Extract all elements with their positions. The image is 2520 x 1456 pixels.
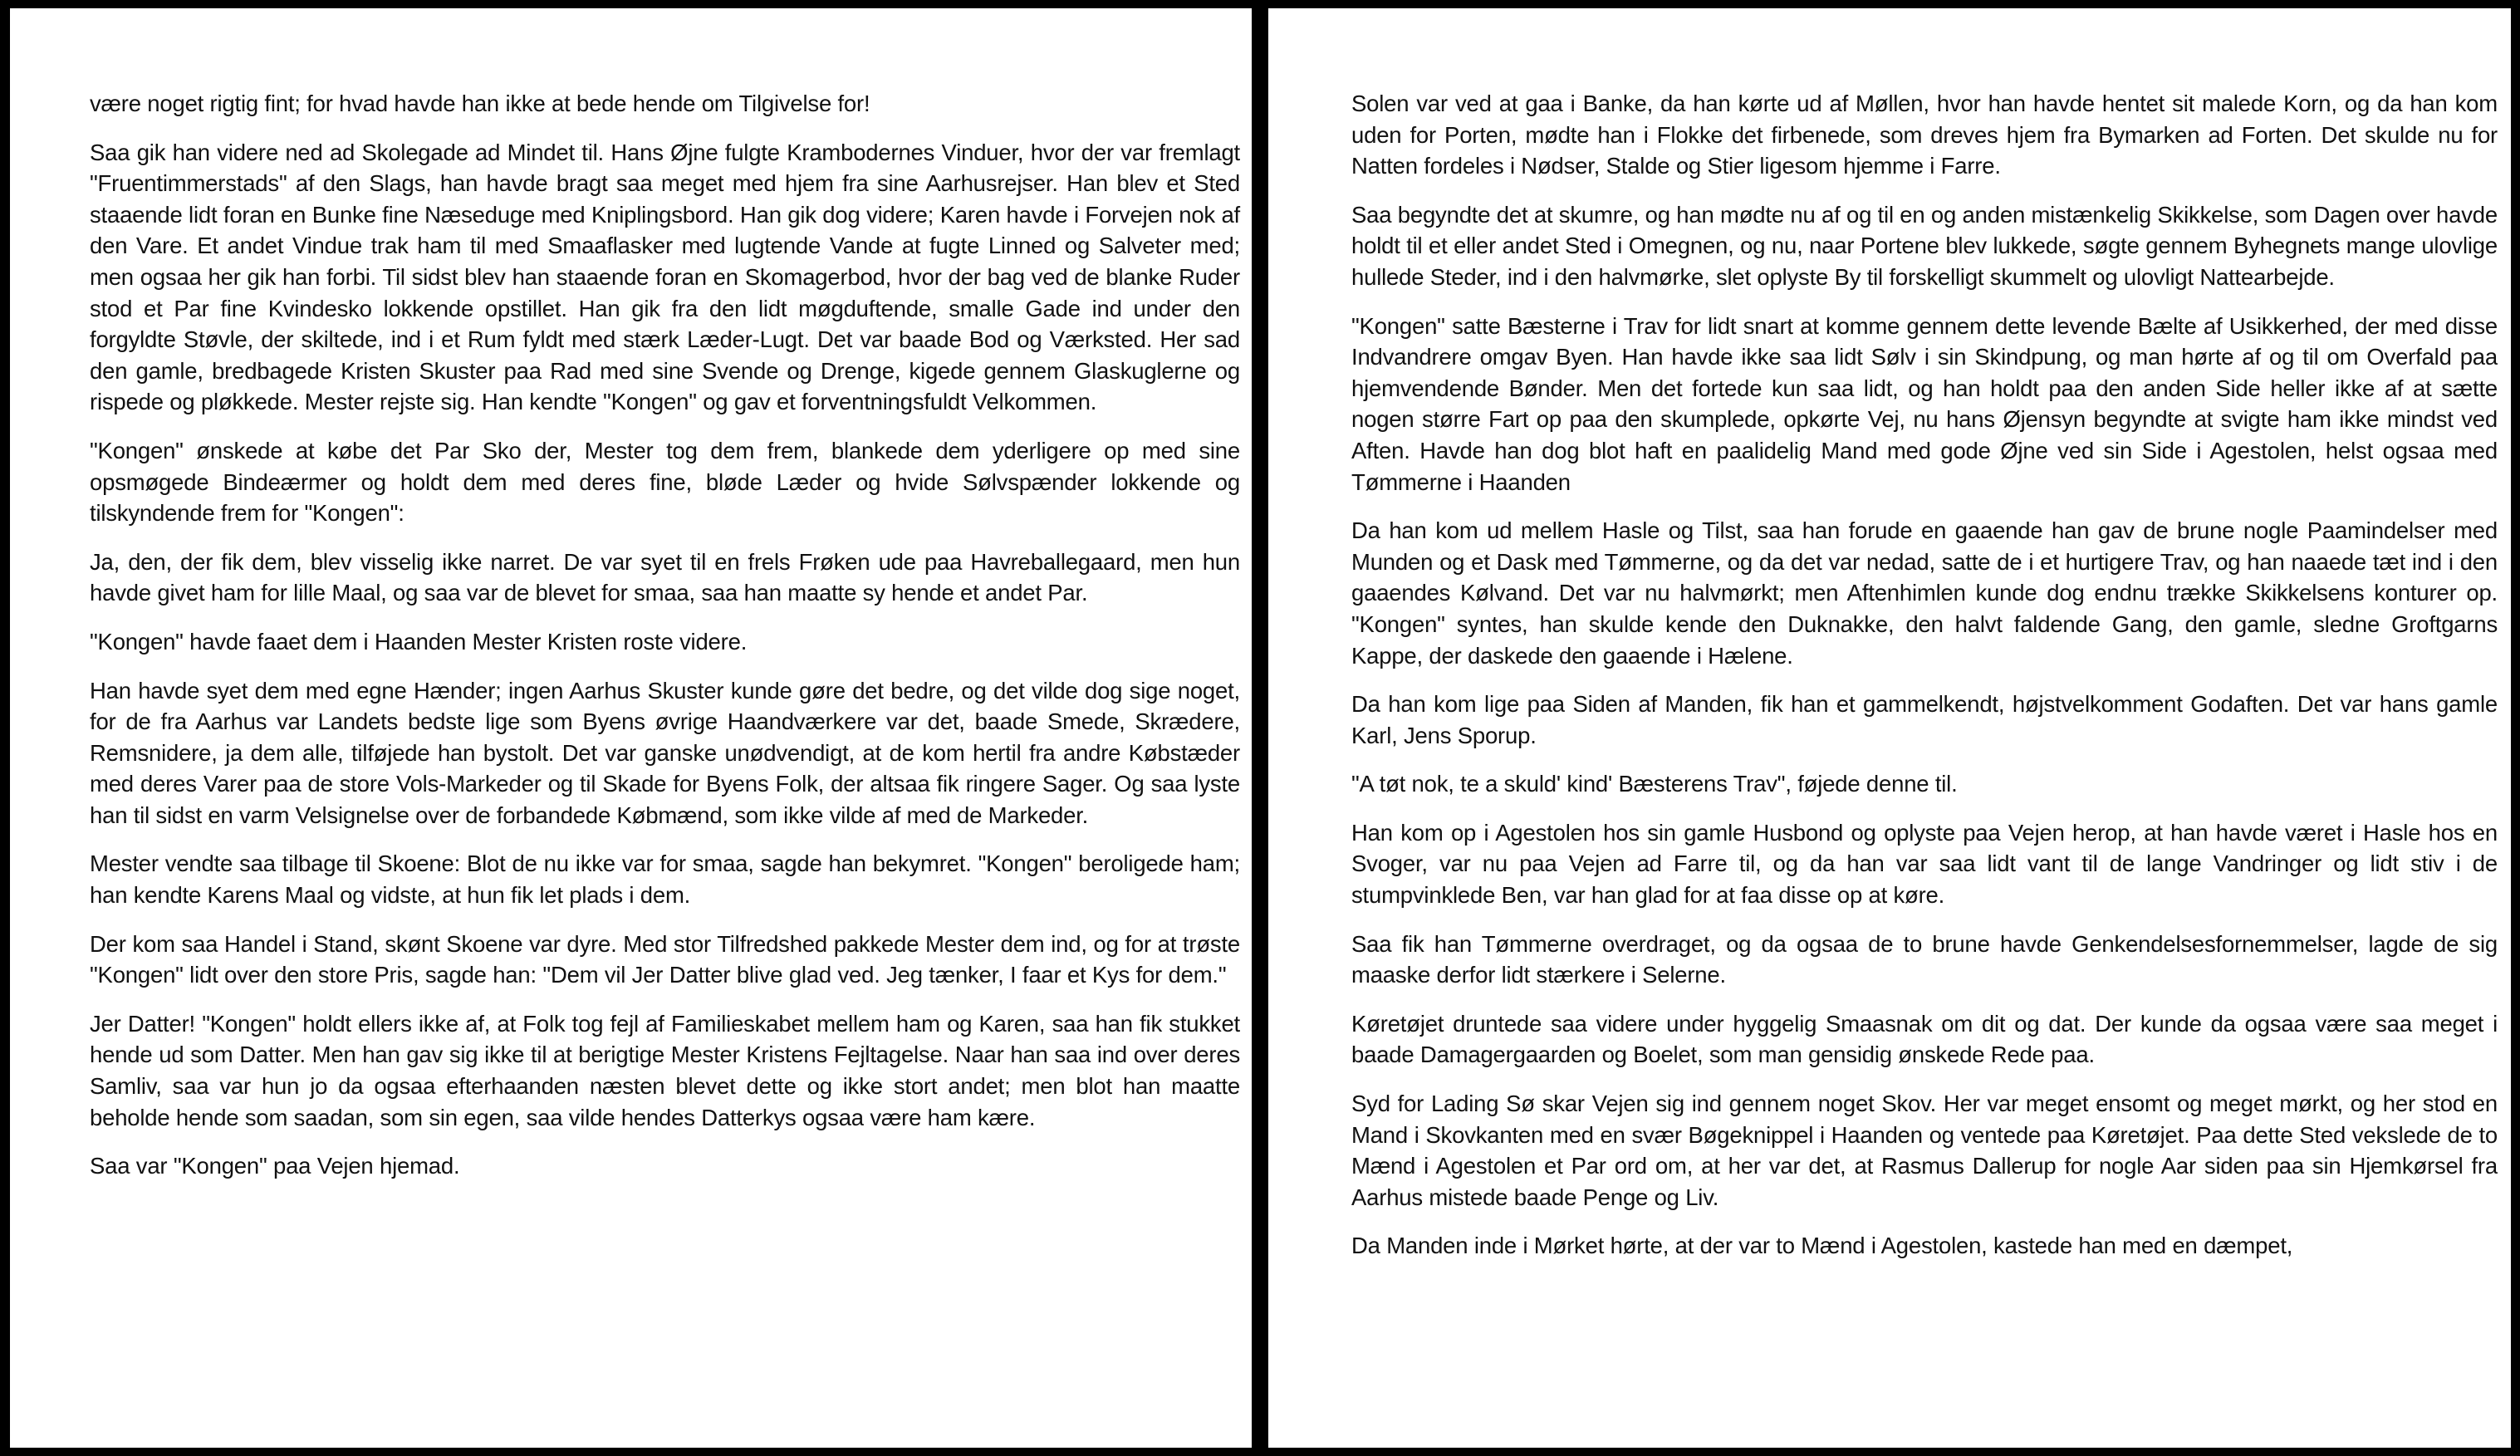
paragraph: være noget rigtig fint; for hvad havde han ikke at bede hende om Tilgivelse for! — [90, 91, 870, 116]
book-page-right — [1268, 8, 2511, 1448]
paragraph: Saa begyndte det at skumre, og han mødte nu af og til en og anden mistænkelig Skikkelse, som Dagen over havde holdt til et eller andet Sted i Omegnen, og nu, naar Portene blev lukkede, søgte gennem Byhegnets mange ulovlige hullede Steder, ind i den halvmørke, slet oplyste By til forskelligt skummelt og ulovligt Nattearbejde. — [1351, 201, 2498, 290]
paragraph: "Kongen" satte Bæsterne i Trav for lidt snart at komme gennem dette levende Bælte af Usikkerhed, der med disse Indvandrere omgav Byen. Han havde ikke saa lidt Sølv i sin Skindpung, og man hørte af og til om Overfald paa hjemvendende Bønder. Men det fortede kun saa lidt, og han holdt paa den anden Side heller ikke af at sætte nogen større Fart op paa den skumplede, opkørte Vej, nu hans Øjensyn begyndte at svigte ham ikke mindst ved Aften. Havde han dog blot haft en paalidelig Mand med gode Øjne ved sin Side i Agestolen, helst ogsaa med Tømmerne i Haanden — [1351, 312, 2498, 495]
paragraph: Han kom op i Agestolen hos sin gamle Husbond og oplyste paa Vejen herop, at han havde været i Hasle hos en Svoger, var nu paa Vejen ad Farre til, og da han var saa lidt vant til de lange Vandringer og lidt stiv i de stumpvinklede Ben, var han glad for at faa disse op at køre. — [1351, 819, 2498, 909]
paragraph: Solen var ved at gaa i Banke, da han kørte ud af Møllen, hvor han havde hentet sit malede Korn, og da han kom uden for Porten, mødte han i Flokke det firbenede, som dreves hjem fra Bymarken ad Forten. Det skulde nu for Natten fordeles i Nødser, Stalde og Stier ligesom hjemme i Farre. — [1351, 91, 2498, 179]
paragraph: Mester vendte saa tilbage til Skoene: Blot de nu ikke var for smaa, sagde han bekymret. "Kongen" beroligede ham; han kendte Karens Maal og vidste, at hun fik let plads i dem. — [90, 851, 1240, 909]
paragraph: Saa fik han Tømmerne overdraget, og da ogsaa de to brune havde Genkendelsesfornemmelser, lagde de sig maaske derfor lidt stærkere i Selerne. — [1351, 930, 2498, 988]
book-page-left — [10, 8, 1252, 1448]
paragraph: Da Manden inde i Mørket hørte, at der var to Mænd i Agestolen, kastede han med en dæmpet, — [1351, 1233, 2293, 1259]
paragraph: Jer Datter! "Kongen" holdt ellers ikke af, at Folk tog fejl af Familieskabet mellem ham og Karen, saa han fik stukket hende ud som Datter. Men han gav sig ikke til at berigtige Mester Kristens Fejltagelse. Naar han saa ind over deres Samliv, saa var hun jo da ogsaa efterhaanden næsten blevet dette og ikke stort andet; men blot han maatte beholde hende som saadan, som sin egen, saa vilde hendes Datterkys ogsaa være ham kære. — [90, 1010, 1240, 1130]
paragraph: Han havde syet dem med egne Hænder; ingen Aarhus Skuster kunde gøre det bedre, og det vilde dog sige noget, for de fra Aarhus var Landets bedste lige som Byens øvrige Haandværkere var det, baade Smede, Skrædere, Remsnidere, ja dem alle, tilføjede han bystolt. Det var ganske unødvendigt, at de kom hertil fra andre Købstæder med deres Varer paa de store Vols-Markeder og til Skade for Byens Folk, der altsaa fik ringere Sager. Og saa lyste han til sidst en varm Velsignelse over de forbandede Købmænd, som ikke vilde af med de Markeder. — [90, 677, 1240, 828]
paragraph: Køretøjet druntede saa videre under hyggelig Smaasnak om dit og dat. Der kunde da ogsaa være saa meget i baade Damagergaarden og Boelet, som man gensidig ønskede Rede paa. — [1351, 1010, 2498, 1068]
paragraph: Der kom saa Handel i Stand, skønt Skoene var dyre. Med stor Tilfredshed pakkede Mester dem ind, og for at trøste "Kongen" lidt over den store Pris, sagde han: "Dem vil Jer Datter blive glad ved. Jeg tænker, I faar et Kys for dem." — [90, 930, 1240, 988]
paragraph: "Kongen" ønskede at købe det Par Sko der, Mester tog dem frem, blankede dem yderligere op med sine opsmøgede Bindeærmer og holdt dem med deres fine, bløde Læder og hvide Sølvspænder lokkende og tilskyndende frem for "Kongen": — [90, 437, 1240, 527]
paragraph: Ja, den, der fik dem, blev visselig ikke narret. De var syet til en frels Frøken ude paa Havreballegaard, men hun havde givet ham for lille Maal, og saa var de blevet for smaa, saa han maatte sy hende et andet Par. — [90, 548, 1240, 606]
paragraph: "A tøt nok, te a skuld' kind' Bæsterens Trav", føjede denne til. — [1351, 771, 1958, 797]
page-text — [90, 88, 1240, 1199]
paragraph: Da han kom lige paa Siden af Manden, fik han et gammelkendt, højstvelkomment Godaften. Det var hans gamle Karl, Jens Sporup. — [1351, 691, 2498, 748]
paragraph: Syd for Lading Sø skar Vejen sig ind gennem noget Skov. Her var meget ensomt og meget mørkt, og her stod en Mand i Skovkanten med en svær Bøgeknippel i Haanden og ventede paa Køretøjet. Paa dette Sted vekslede de to Mænd i Agestolen et Par ord om, at her var det, at Rasmus Dallerup for nogle Aar siden paa sin Hjemkørsel fra Aarhus mistede baade Penge og Liv. — [1351, 1091, 2498, 1210]
paragraph: Saa var "Kongen" paa Vejen hjemad. — [90, 1153, 460, 1179]
page-text — [1351, 88, 2498, 1279]
paragraph: "Kongen" havde faaet dem i Haanden Mester Kristen roste videre. — [90, 628, 748, 654]
paragraph: Saa gik han videre ned ad Skolegade ad Mindet til. Hans Øjne fulgte Krambodernes Vinduer, hvor der var fremlagt "Fruentimmerstads" af den Slags, han havde bragt saa meget med hjem fra sine Aarhusrejser. Han blev et Sted staaende lidt foran en Bunke fine Næseduge med Kniplingsbord. Han gik dog videre; Karen havde i Forvejen nok af den Vare. Et andet Vindue trak ham til med Smaaflasker med lugtende Vande at fugte Linned og Salveter med; men ogsaa her gik han forbi. Til sidst blev han staaende foran en Skomagerbod, hvor der bag ved de blanke Ruder stod et Par fine Kvindesko lokkende opstillet. Han gik fra den lidt møgduftende, smalle Gade ind under den forgyldte Støvle, der skiltede, ind i et Rum fyldt med stærk Læder-Lugt. Det var baade Bod og Værksted. Her sad den gamle, bredbagede Kristen Skuster paa Rad med sine Svende og Drenge, kigede gennem Glaskuglerne og rispede og pløkkede. Mester rejste sig. Han kendte "Kongen" og gav et forventningsfuldt Velkommen. — [90, 139, 1240, 415]
paragraph: Da han kom ud mellem Hasle og Tilst, saa han forude en gaaende han gav de brune nogle Paamindelser med Munden og et Dask med Tømmerne, og da det var nedad, satte de i et hurtigere Trav, og han naaede tæt ind i den gaaendes Kølvand. Det var nu halvmørkt; men Aftenhimlen kunde dog endnu trække Skikkelsens konturer op. "Kongen" syntes, han skulde kende den Duknakke, den halvt faldende Gang, den gamle, sledne Groftgarns Kappe, der daskede den gaaende i Hælene. — [1351, 517, 2498, 669]
